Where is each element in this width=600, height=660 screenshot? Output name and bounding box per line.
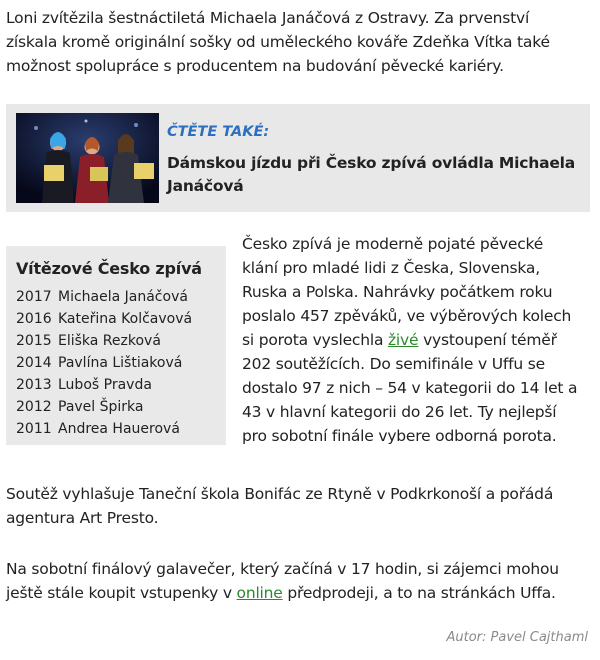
author-credit: Autor: Pavel Cajthaml	[446, 630, 588, 645]
read-also-label: ČTĚTE TAKÉ:	[167, 124, 270, 140]
winner-name: Michaela Janáčová	[58, 289, 188, 305]
organizer-paragraph	[6, 482, 591, 530]
online-presale-link[interactable]: online	[236, 584, 283, 602]
winner-year: 2014	[16, 355, 52, 371]
tickets-line: Na sobotní finálový galavečer, který začíná v 17 hodin, si zájemci mohou	[6, 560, 559, 578]
description-line: Ruska a Polska. Nahrávky počátkem roku	[242, 283, 553, 301]
related-article-thumbnail[interactable]	[16, 113, 159, 203]
winner-name: Luboš Pravda	[58, 377, 152, 393]
tickets-paragraph	[6, 557, 591, 605]
competition-description	[242, 232, 592, 448]
photo-of-three-singers-icon	[16, 113, 159, 203]
winner-year: 2015	[16, 333, 52, 349]
winner-item	[16, 374, 192, 396]
organizer-line: agentura Art Presto.	[6, 509, 159, 527]
description-text: vystoupení téměř	[418, 331, 557, 349]
description-line: poslalo 457 zpěváků, ve výběrových kolech	[242, 307, 572, 325]
intro-line: možnost spolupráce s producentem na budování pěvecké kariéry.	[6, 57, 504, 75]
tickets-text: předprodeji, a to na stránkách Uffa.	[282, 584, 556, 602]
intro-line: Loni zvítězila šestnáctiletá Michaela Janáčová z Ostravy. Za prvenství	[6, 9, 530, 27]
related-article-link[interactable]: Dámskou jízdu při Česko zpívá ovládla Michaela Janáčová	[167, 154, 576, 195]
description-line: 202 soutěžících. Do semifinále v Uffu se	[242, 355, 545, 373]
winner-item	[16, 418, 192, 440]
tickets-text: ještě stále koupit vstupenky v	[6, 584, 237, 602]
related-article-box[interactable]	[6, 104, 590, 212]
winner-year: 2011	[16, 421, 52, 437]
description-line: 43 v hlavní kategorii do 26 let. Ty nejlepší	[242, 403, 557, 421]
organizer-line: Soutěž vyhlašuje Taneční škola Bonifác ze Rtyně v Podkrkonoší a pořádá	[6, 485, 554, 503]
tickets-line	[6, 581, 591, 605]
winner-name: Kateřina Kolčavová	[58, 311, 193, 327]
winners-box	[6, 246, 226, 445]
description-line: dostalo 97 z nich – 54 v kategorii do 14 let a	[242, 379, 578, 397]
description-line: klání pro mladé lidi z Česka, Slovenska,	[242, 259, 540, 277]
winner-name: Pavel Špirka	[58, 399, 144, 415]
winner-year: 2017	[16, 289, 52, 305]
intro-paragraph	[6, 6, 591, 78]
winner-name: Pavlína Lištiaková	[58, 355, 183, 371]
winner-item	[16, 352, 192, 374]
winner-item	[16, 308, 192, 330]
winners-title: Vítězové Česko zpívá	[16, 259, 202, 278]
winner-year: 2013	[16, 377, 52, 393]
description-line: Česko zpívá je moderně pojaté pěvecké	[242, 235, 544, 253]
winner-item	[16, 330, 192, 352]
winner-year: 2016	[16, 311, 52, 327]
winners-list	[16, 286, 192, 440]
description-line	[242, 328, 592, 352]
winner-year: 2012	[16, 399, 52, 415]
live-performance-link[interactable]: živé	[388, 331, 419, 349]
winner-item	[16, 286, 192, 308]
winner-item	[16, 396, 192, 418]
intro-line: získala kromě originální sošky od uměleckého kováře Zdeňka Vítka také	[6, 33, 550, 51]
description-line: pro sobotní finále vybere odborná porota.	[242, 427, 557, 445]
winner-name: Andrea Hauerová	[58, 421, 180, 437]
winner-name: Eliška Rezková	[58, 333, 161, 349]
description-text: si porota vyslechla	[242, 331, 388, 349]
